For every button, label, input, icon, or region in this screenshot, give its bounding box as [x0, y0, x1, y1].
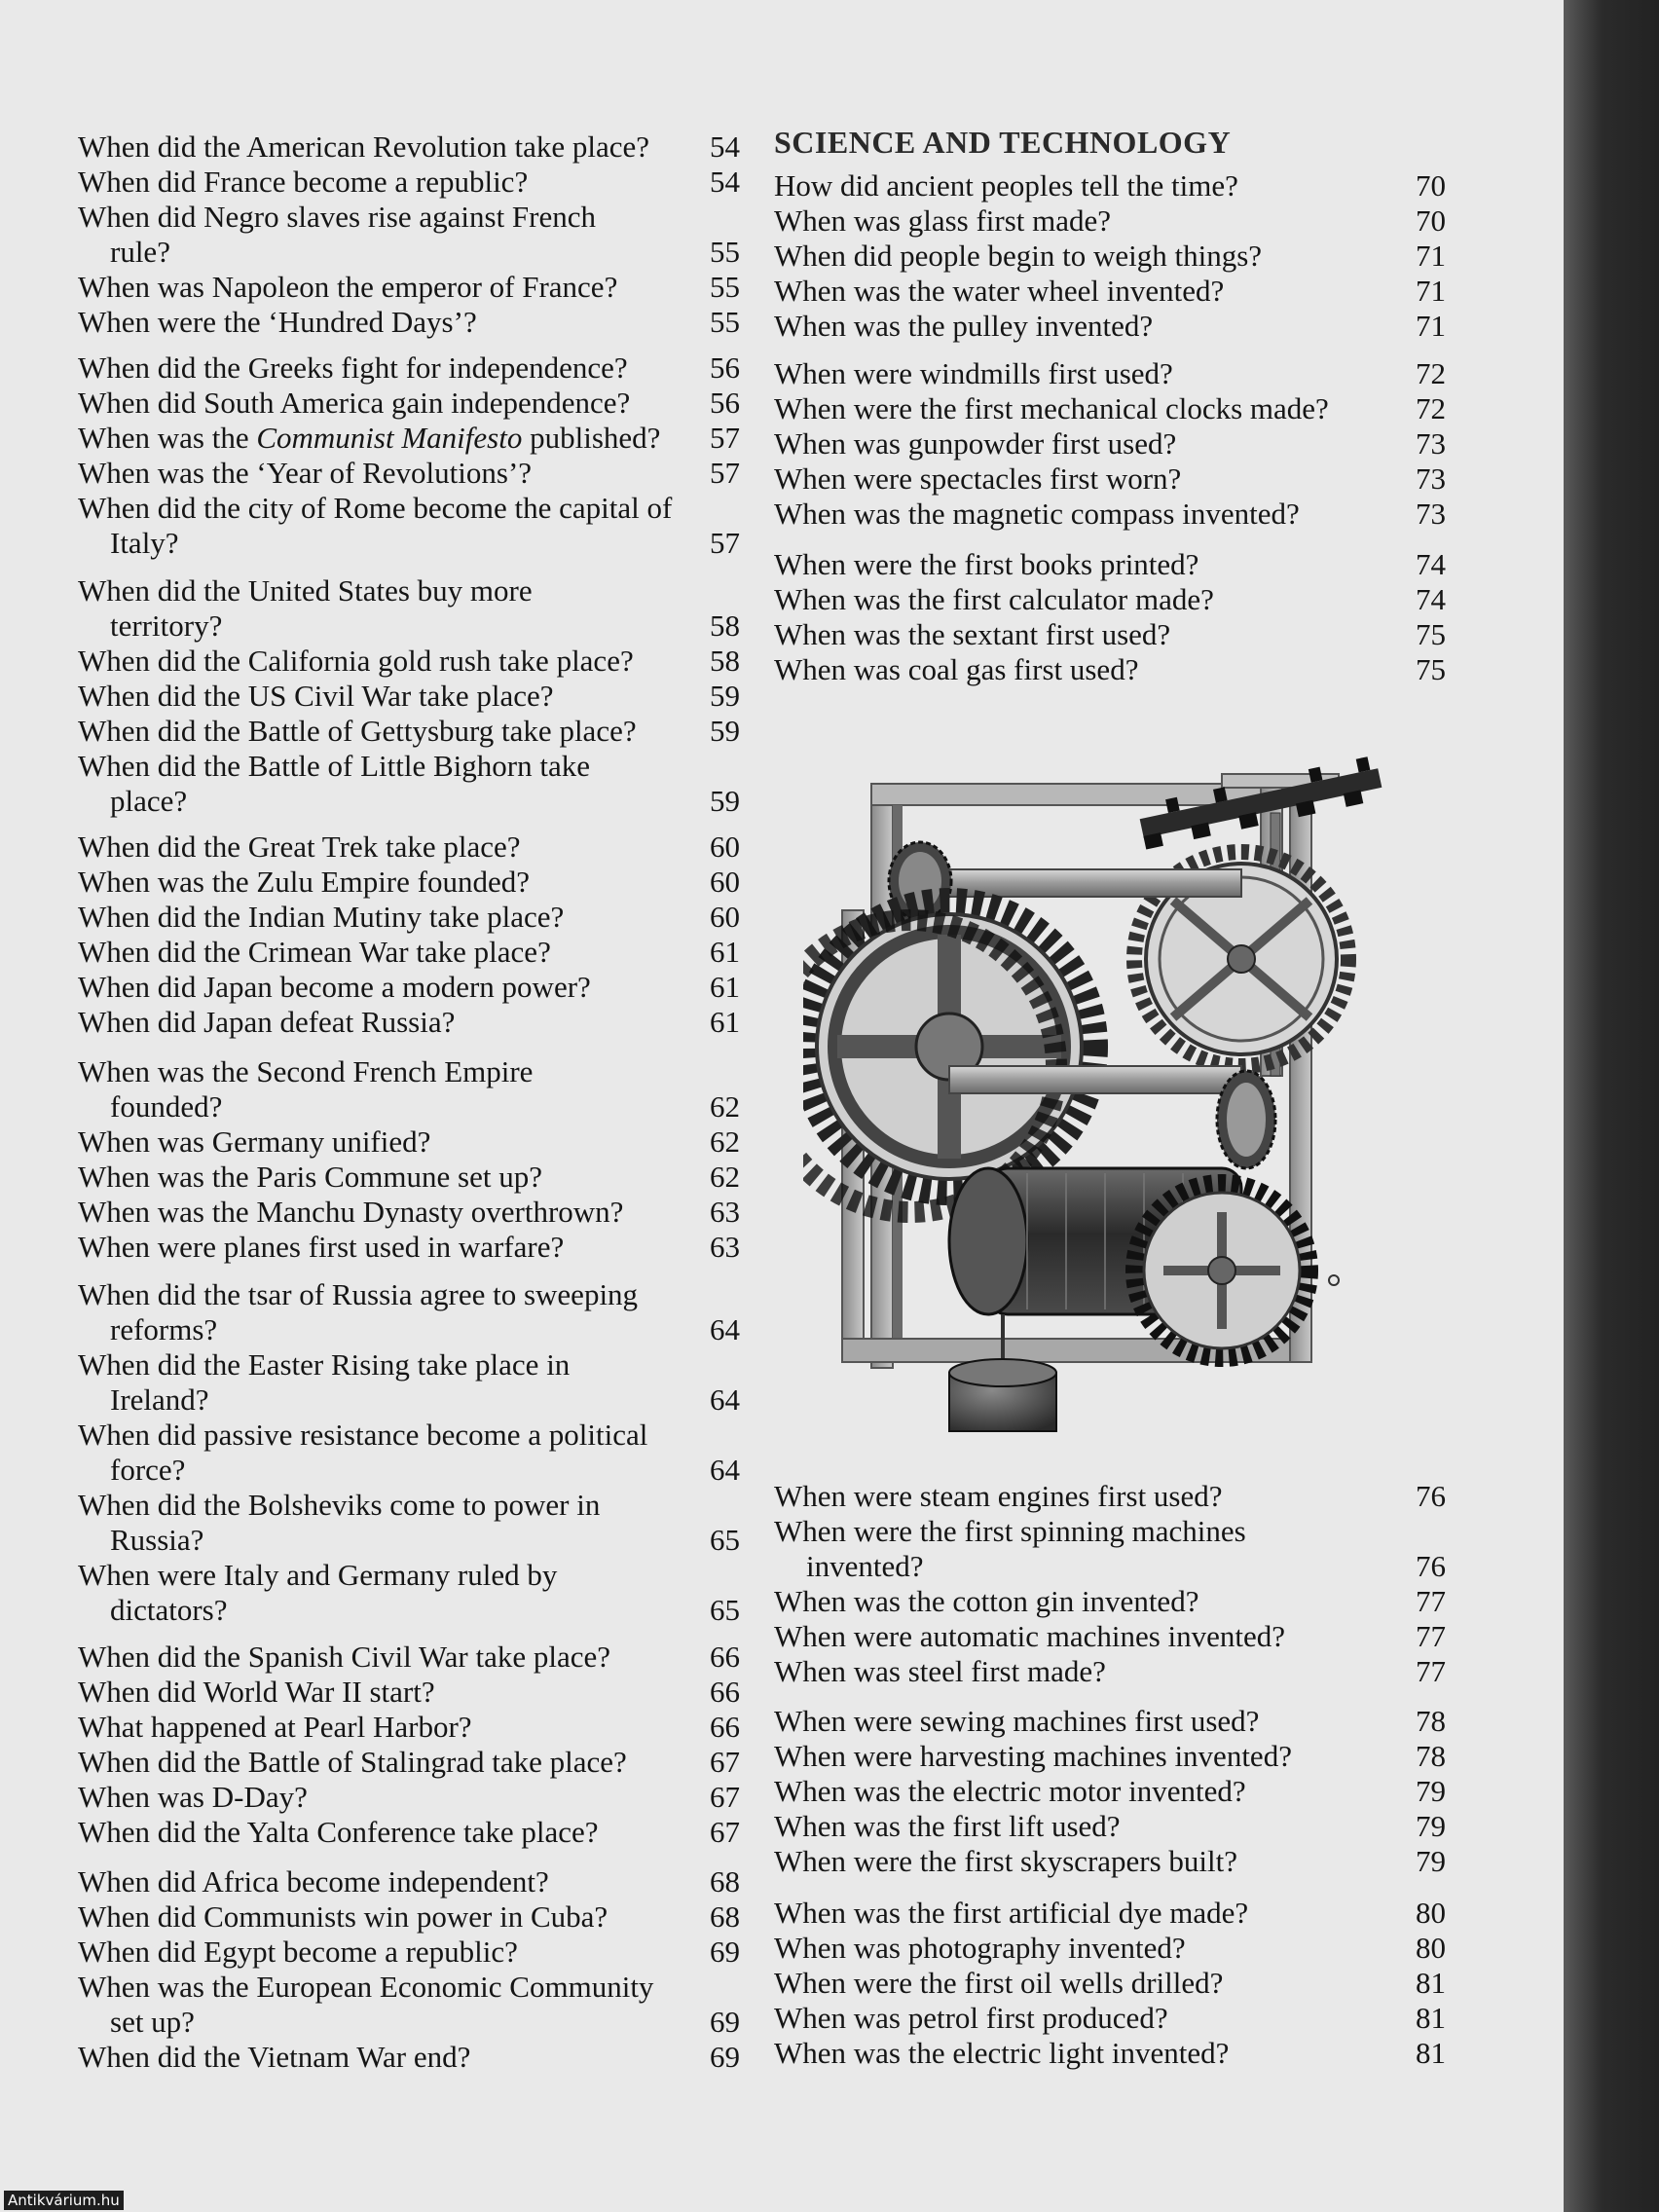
section-heading: SCIENCE AND TECHNOLOGY [774, 125, 1232, 160]
lower-pinion [1217, 1071, 1275, 1168]
book-page: When did the American Revolution take place? 54 When did France become a republic? 54 When did Negro slaves rise against French rule? 55 When was Napoleon the emperor of France? 55 When were the ‘Hundred Days’? 55 When did the Greeks fight for independence? 56 When did South America gain independence? 56 When was the Communist Manifesto published? 57 When was the ‘Year of Revolutions’? 57 When did the city of Rome become the capital of Italy? 57 When did the United States buy more territory? 58 When did the California gold rush take place? 58 When did the US Civil War take place? 59 When did the Battle of Gettysburg take place? 59 When did the Battle of Little Bighorn take place? 59 When did the Great Trek take place? 60 When was the Zulu Empire founded? 60 When did the Indian Mutiny take place? 60 When did the Crimean War take place? 61 When did Japan become a modern power? 61 When did Japan defeat Russia? 61 When was the Second French Empire founded? 62 When was Germany unified? 62 When was the Paris Commune set up? 62 When was the Manchu Dynasty overthrown? 63 When were planes first used in warfare? 63 When did the tsar of Russia agree to sweeping reforms? 64 When did the Easter Rising take place in Ireland? 64 When did passive resistance become a political force? 64 When did the Bolsheviks come to power in Russia? 65 When were Italy and Germany ruled by dictators? 65 When did the Spanish Civil War take place? 66 When did World War II start? 66 What happened at Pearl Harbor? 66 When did the Battle of Stalingrad take place? 67 When was D-Day? 67 When did the Yalta Conference take place? 67 When did Africa become independent? 68 When did Communists win power in Cuba? 68 When did Egypt become a republic? 69 When was the European Economic Community set up? 69 When did the Vietnam War end? 69 SCIENCE AND TECHNOLOGY How did ancient peoples tell the time? 70 When was glass first made? 70 When did people begin to weigh things? 71 When was the water wheel invented? 71 When was the pulley invented? 71 When were windmills first used? 72 When were the first mechanical clocks made? 72 When was gunpowder first used? 73 When were spectacles first worn? 73 When was the magnetic compass invented? 73 When were the first books printed? 74 When was the first calculator made? 74 When was the sextant first used? 75 When was coal gas first used? 75 When were steam engines first used? 76 When were the first spinning machines invented? 76 When was the cotton gin invented? 77 When were automatic machines invented? 77 When was steel first made? 77 When were sewing machines first used? 78 When were harvesting machines invented? 78 When was the electric motor invented? 79 When was the first lift used? 79 When were the first skyscrapers built? 79 When was the first artificial dye made? 80 When was photography invented? 80 When were the first oil wells drilled? 81 When was petrol first produced? 81 When was the electric light invented? 81 [0, 0, 1564, 2212]
drum-gear [1134, 1183, 1309, 1358]
watermark: Antikvárium.hu [4, 2191, 124, 2210]
clock-mechanism-illustration [803, 755, 1446, 1436]
frame-peg [1329, 1275, 1339, 1285]
foliot-bar [1137, 756, 1382, 849]
hanging-weight [949, 1359, 1056, 1431]
lower-axle [949, 1066, 1241, 1093]
book-edge-shadow [1564, 0, 1659, 2212]
